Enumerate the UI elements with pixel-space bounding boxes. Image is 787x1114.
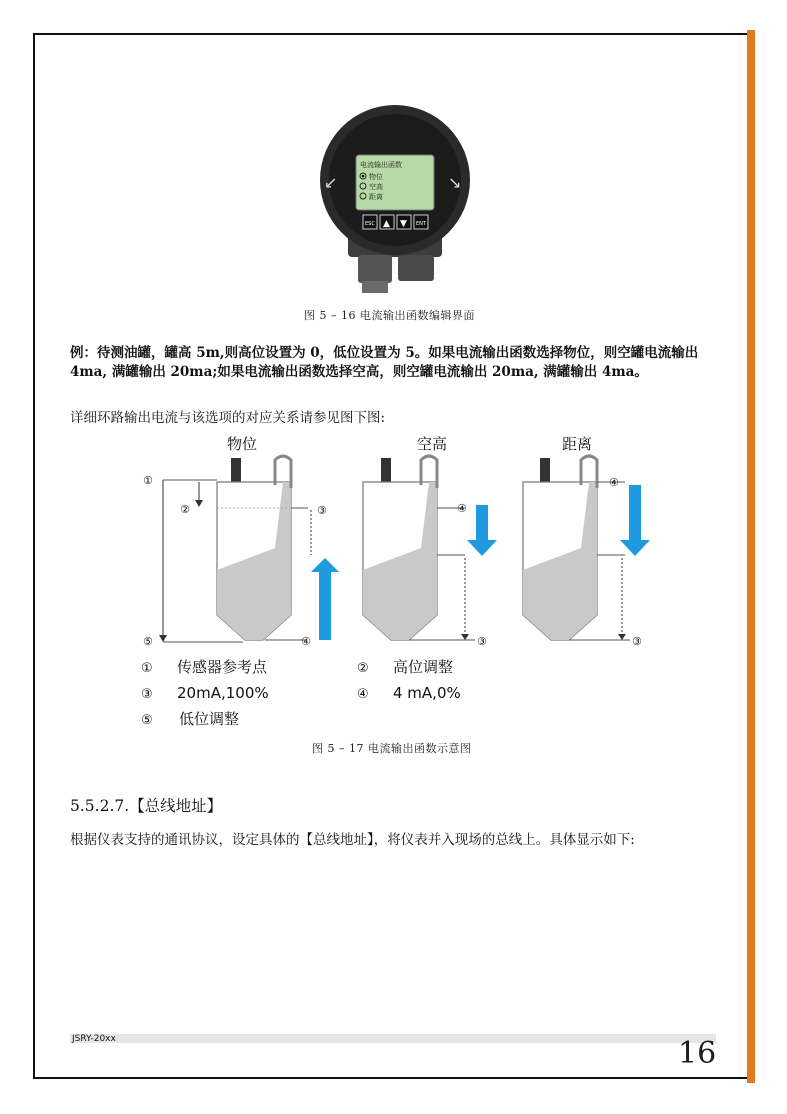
marker-3: ③	[317, 504, 327, 517]
marker-3: ③	[632, 635, 642, 648]
footer-bar	[70, 1034, 716, 1043]
tank-label-empty-height: 空高	[417, 435, 448, 453]
diagram-legend	[141, 658, 461, 728]
legend-marker: ①	[141, 661, 153, 676]
footer-code: JSRY-20xx	[72, 1034, 116, 1044]
legend-marker: ⑤	[141, 713, 153, 728]
marker-4: ④	[609, 476, 619, 489]
figure-5-16-caption: 图 5 – 16 电流输出函数编辑界面	[304, 309, 475, 322]
esc-key-label: ESC	[365, 221, 375, 227]
device-illustration	[310, 105, 480, 300]
legend-marker: ④	[357, 687, 369, 702]
marker-1: ①	[143, 474, 153, 487]
marker-2: ②	[180, 503, 190, 516]
cable-gland-left	[358, 255, 392, 283]
legend-text: 高位调整	[393, 658, 454, 676]
gland-nut	[362, 281, 388, 293]
tank-distance	[523, 456, 650, 648]
tank-level	[143, 456, 339, 648]
detail-paragraph: 详细环路输出电流与该选项的对应关系请参见图下图:	[70, 410, 386, 426]
lcd-option-2[interactable]: 距离	[369, 193, 383, 201]
cable-gland-right	[398, 255, 434, 281]
radio-selected-dot	[362, 175, 365, 178]
lcd-option-0[interactable]: 物位	[369, 173, 383, 181]
tank-label-level: 物位	[227, 435, 258, 453]
current-output-diagram	[135, 430, 665, 730]
legend-marker: ③	[141, 687, 153, 702]
legend-marker: ②	[357, 661, 369, 676]
page-number: 16	[678, 1036, 717, 1071]
marker-3: ③	[477, 635, 487, 648]
up-key-label: ▲	[383, 219, 390, 229]
lcd-title: 电流输出函数	[360, 161, 402, 169]
rotate-right-icon: ↘	[448, 173, 462, 192]
down-key-label: ▼	[400, 219, 407, 229]
rotate-left-icon: ↙	[324, 173, 338, 192]
legend-text: 4 mA,0%	[393, 684, 461, 702]
marker-5: ⑤	[143, 635, 153, 648]
marker-4: ④	[457, 502, 467, 515]
body-paragraph: 根据仪表支持的通讯协议，设定具体的【总线地址】，将仪表并入现场的总线上。具体显示如下:	[70, 832, 635, 848]
ent-key-label: ENT	[416, 221, 426, 227]
legend-text: 传感器参考点	[177, 658, 268, 676]
legend-text: 低位调整	[179, 710, 240, 728]
marker-4: ④	[301, 635, 311, 648]
example-paragraph: 例：待测油罐，罐高 5m,则高位设置为 0，低位设置为 5。如果电流输出函数选择物位，则空罐电流输出 4ma, 满罐输出 20ma;如果电流输出函数选择空高，则空罐电流输出 20ma, 满罐输出 4ma。	[70, 345, 699, 380]
section-heading: 5.5.2.7.【总线地址】	[70, 797, 223, 815]
figure-5-17-caption: 图 5 – 17 电流输出函数示意图	[312, 742, 472, 755]
page-edge-accent	[747, 30, 755, 1083]
tank-label-distance: 距离	[562, 435, 593, 453]
tank-empty-height	[363, 456, 497, 648]
lcd-option-1[interactable]: 空高	[369, 183, 383, 191]
legend-text: 20mA,100%	[177, 684, 269, 702]
